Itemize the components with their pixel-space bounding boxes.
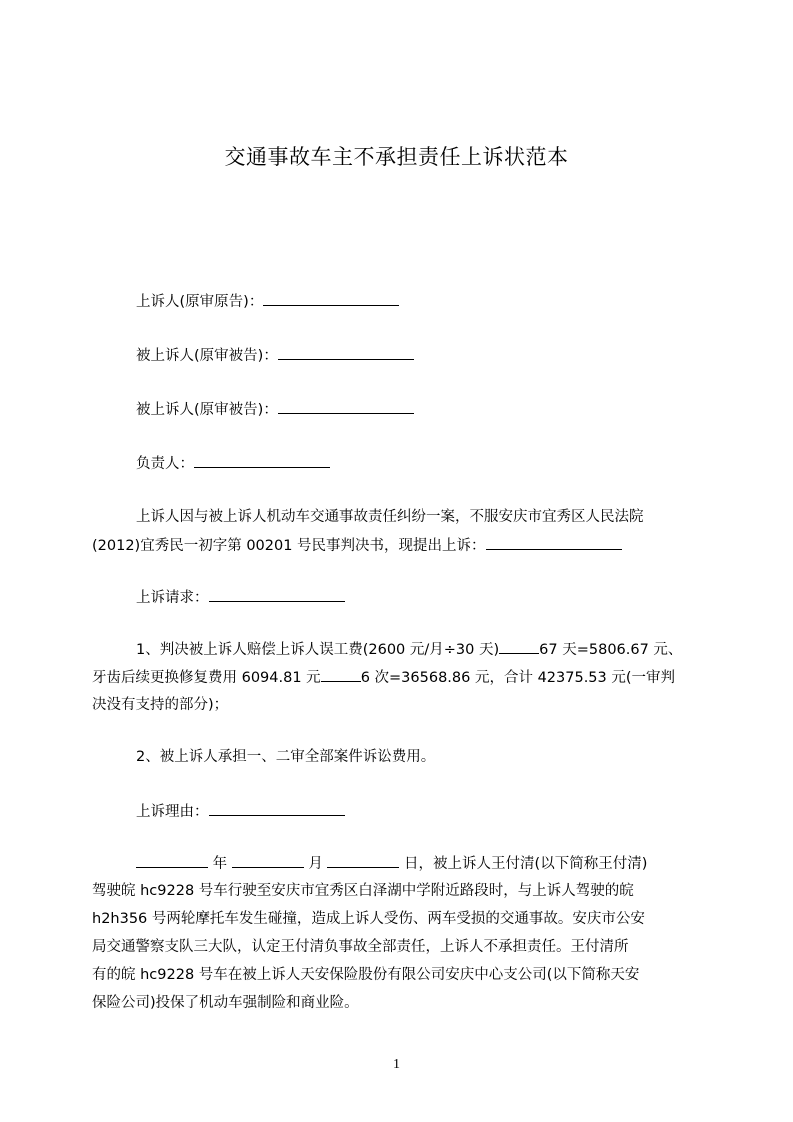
day-blank xyxy=(327,853,399,868)
reason-line-3: h2h356 号两轮摩托车发生碰撞，造成上诉人受伤、两车受损的交通事故。安庆市公安 xyxy=(92,911,645,927)
responsible-label: 负责人： xyxy=(136,456,194,472)
appellee2-label: 被上诉人(原审被告)： xyxy=(136,402,278,418)
reason-blank xyxy=(209,801,345,816)
year-blank xyxy=(136,853,208,868)
intro-blank xyxy=(486,535,622,550)
request-item1-blank2 xyxy=(321,667,361,682)
request-label: 上诉请求： xyxy=(136,590,209,606)
request-item1-line3: 决没有支持的部分)； xyxy=(92,697,229,713)
appellant-label: 上诉人(原审原告)： xyxy=(136,294,264,310)
day-text: 日，被上诉人王付清(以下简称王付清) xyxy=(404,856,648,872)
appellee1-blank xyxy=(278,345,414,360)
document-title: 交通事故车主不承担责任上诉状范本 xyxy=(224,145,569,169)
reason-label: 上诉理由： xyxy=(136,804,209,820)
reason-line xyxy=(136,801,696,822)
request-item1-a: 1、判决被上诉人赔偿上诉人误工费(2600 元/月÷30 天) xyxy=(136,642,500,658)
reason-date-line xyxy=(136,853,704,874)
appellee1-line xyxy=(136,345,696,366)
intro-line-2-text: (2012)宜秀民一初字第 00201 号民事判决书，现提出上诉： xyxy=(92,538,486,554)
page-number: 1 xyxy=(393,1057,400,1072)
responsible-blank xyxy=(194,453,330,468)
request-item1-blank1 xyxy=(499,639,539,654)
request-blank xyxy=(209,587,345,602)
month-blank xyxy=(232,853,304,868)
request-item1-c: 牙齿后续更换修复费用 6094.81 元 xyxy=(92,670,321,686)
request-item1-line2 xyxy=(92,667,704,688)
appellee2-line xyxy=(136,399,696,420)
appellant-blank xyxy=(263,291,399,306)
month-label: 月 xyxy=(308,856,323,872)
appellant-line xyxy=(136,291,696,312)
appellee1-label: 被上诉人(原审被告)： xyxy=(136,348,278,364)
appellee2-blank xyxy=(278,399,414,414)
year-label: 年 xyxy=(212,856,228,872)
reason-line-2: 驾驶皖 hc9228 号车行驶至安庆市宜秀区白泽湖中学附近路段时，与上诉人驾驶的皖 xyxy=(92,883,634,899)
reason-line-6: 保险公司)投保了机动车强制险和商业险。 xyxy=(92,995,359,1011)
request-line xyxy=(136,587,696,608)
intro-line-1: 上诉人因与被上诉人机动车交通事故责任纠纷一案，不服安庆市宜秀区人民法院 xyxy=(136,509,644,525)
request-item2: 2、被上诉人承担一、二审全部案件诉讼费用。 xyxy=(136,749,436,765)
reason-line-4: 局交通警察支队三大队，认定王付清负事故全部责任，上诉人不承担责任。王付清所 xyxy=(92,939,629,955)
request-item1-b: 67 天=5806.67 元、 xyxy=(539,642,683,658)
reason-line-5: 有的皖 hc9228 号车在被上诉人天安保险股份有限公司安庆中心支公司(以下简称天安 xyxy=(92,967,640,983)
intro-line-2 xyxy=(92,535,704,556)
responsible-line xyxy=(136,453,696,474)
request-item1-line1 xyxy=(136,639,704,660)
request-item1-d: 6 次=36568.86 元，合计 42375.53 元(一审判 xyxy=(360,670,676,686)
